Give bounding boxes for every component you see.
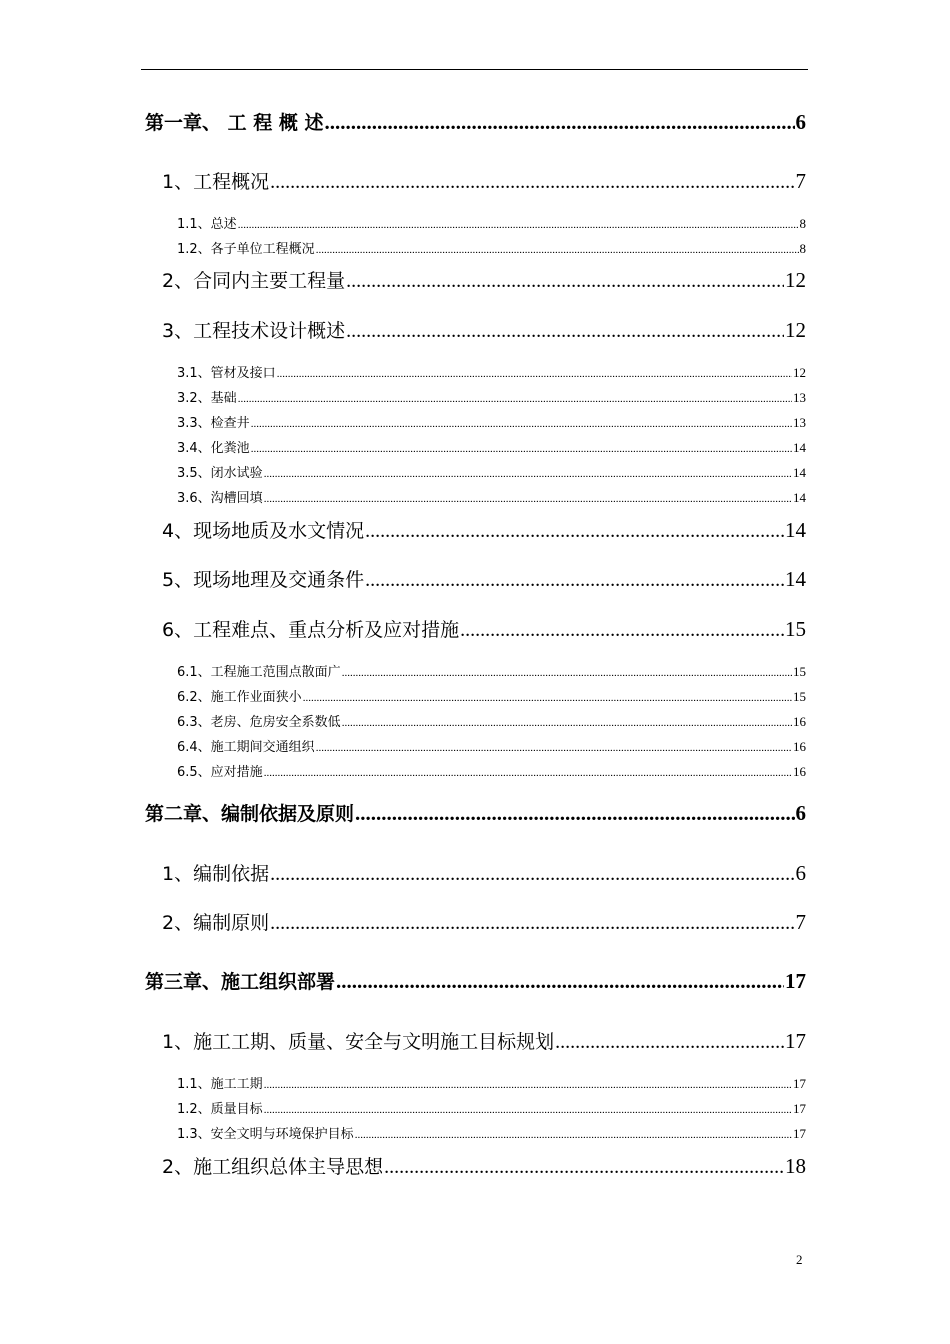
toc-entry-title: 1.2、各子单位工程概况 [177,242,315,257]
toc-leader-dots [270,863,794,886]
toc-entry-title: 3.4、化粪池 [177,441,250,456]
toc-subsection-entry[interactable] [177,736,806,755]
toc-entry-title: 3.2、基础 [177,391,237,406]
toc-entry-page: 7 [795,169,806,193]
toc-leader-dots [238,219,799,231]
toc-entry-page: 15 [785,617,806,641]
toc-entry-page: 6 [795,801,806,825]
toc-entry-page: 12 [785,318,806,342]
toc-subsection-entry[interactable] [177,1073,806,1092]
toc-entry-title: 1.2、质量目标 [177,1102,263,1117]
toc-subsection-entry[interactable] [177,1123,806,1142]
toc-entry-page: 7 [795,910,806,934]
toc-entry-title: 6、工程难点、重点分析及应对措施 [162,619,460,641]
toc-subsection-entry[interactable] [177,387,806,406]
toc-entry-page: 14 [785,518,806,542]
toc-leader-dots [238,393,792,405]
toc-entry-page: 17 [793,1101,806,1116]
toc-section-entry[interactable] [162,565,806,592]
toc-entry-page: 14 [793,440,806,455]
toc-leader-dots [316,742,792,754]
toc-subsection-entry[interactable] [177,661,806,680]
toc-leader-dots [324,110,794,135]
toc-leader-dots [277,368,792,380]
toc-entry-page: 17 [785,1029,806,1053]
toc-chapter-entry[interactable] [145,108,806,135]
toc-section-entry[interactable] [162,1027,806,1054]
toc-subsection-entry[interactable] [177,362,806,381]
toc-entry-title: 2、合同内主要工程量 [162,270,346,292]
toc-subsection-entry[interactable] [177,412,806,431]
toc-subsection-entry[interactable] [177,437,806,456]
toc-entry-title: 6.3、老房、危房安全系数低 [177,715,341,730]
toc-entry-page: 16 [793,714,806,729]
toc-entry-title: 2、施工组织总体主导思想 [162,1156,384,1178]
toc-leader-dots [251,443,792,455]
toc-section-entry[interactable] [162,167,806,194]
toc-section-entry[interactable] [162,859,806,886]
toc-section-entry[interactable] [162,1152,806,1179]
toc-entry-page: 14 [793,490,806,505]
toc-entry-title: 6.2、施工作业面狭小 [177,690,302,705]
toc-entry-page: 12 [793,365,806,380]
toc-entry-page: 14 [785,567,806,591]
toc-entry-page: 8 [799,216,806,231]
toc-leader-dots [365,520,784,543]
toc-entry-title: 1、编制依据 [162,863,270,885]
toc-entry-page: 15 [793,689,806,704]
toc-entry-title: 3.5、闭水试验 [177,466,263,481]
toc-leader-dots [303,692,792,704]
toc-entry-title: 3.1、管材及接口 [177,366,276,381]
toc-entry-title: 3.3、检查井 [177,416,250,431]
toc-leader-dots [264,1079,792,1091]
toc-subsection-entry[interactable] [177,1098,806,1117]
toc-entry-title: 4、现场地质及水文情况 [162,520,365,542]
toc-subsection-entry[interactable] [177,213,806,232]
toc-leader-dots [460,619,784,642]
toc-entry-title: 3.6、沟槽回填 [177,491,263,506]
toc-entry-title: 5、现场地理及交通条件 [162,569,365,591]
toc-section-entry[interactable] [162,516,806,543]
toc-entry-title: 2、编制原则 [162,912,270,934]
toc-leader-dots [346,270,784,293]
toc-entry-page: 8 [799,241,806,256]
toc-leader-dots [316,244,799,256]
header-rule [141,69,808,70]
toc-leader-dots [264,493,792,505]
toc-entry-page: 12 [785,268,806,292]
toc-leader-dots [355,1129,792,1141]
toc-subsection-entry[interactable] [177,487,806,506]
toc-entry-title: 6.1、工程施工范围点散面广 [177,665,341,680]
toc-section-entry[interactable] [162,266,806,293]
toc-chapter-entry[interactable] [145,967,806,994]
toc-leader-dots [336,969,784,994]
toc-entry-page: 17 [793,1126,806,1141]
toc-subsection-entry[interactable] [177,761,806,780]
toc-entry-title: 1.1、总述 [177,217,237,232]
toc-chapter-entry[interactable] [145,799,806,826]
toc-leader-dots [264,1104,792,1116]
toc-leader-dots [342,717,792,729]
toc-entry-title: 1、施工工期、质量、安全与文明施工目标规划 [162,1031,555,1053]
toc-leader-dots [355,801,794,826]
toc-entry-title: 1、工程概况 [162,171,270,193]
toc-section-entry[interactable] [162,908,806,935]
toc-entry-title: 第二章、编制依据及原则 [145,803,355,825]
toc-leader-dots [270,171,794,194]
toc-entry-page: 16 [793,739,806,754]
toc-entry-title: 1.3、安全文明与环境保护目标 [177,1127,354,1142]
toc-entry-page: 16 [793,764,806,779]
toc-leader-dots [342,667,792,679]
toc-entry-page: 17 [785,969,806,993]
toc-subsection-entry[interactable] [177,711,806,730]
toc-entry-page: 6 [795,110,806,134]
toc-entry-page: 17 [793,1076,806,1091]
toc-leader-dots [264,468,792,480]
toc-entry-title: 1.1、施工工期 [177,1077,263,1092]
toc-entry-page: 14 [793,465,806,480]
toc-entry-title: 6.5、应对措施 [177,765,263,780]
toc-section-entry[interactable] [162,615,806,642]
toc-section-entry[interactable] [162,316,806,343]
toc-entry-page: 15 [793,664,806,679]
toc-subsection-entry[interactable] [177,238,806,257]
toc-subsection-entry[interactable] [177,462,806,481]
toc-entry-title: 第三章、施工组织部署 [145,971,336,993]
toc-entry-page: 18 [785,1154,806,1178]
toc-subsection-entry[interactable] [177,686,806,705]
toc-leader-dots [270,912,794,935]
toc-leader-dots [346,320,784,343]
toc-entry-title: 3、工程技术设计概述 [162,320,346,342]
toc-entry-page: 13 [793,390,806,405]
toc-leader-dots [365,569,784,592]
toc-leader-dots [264,767,792,779]
toc-entry-title: 6.4、施工期间交通组织 [177,740,315,755]
toc-entry-page: 6 [795,861,806,885]
toc-leader-dots [384,1156,784,1179]
toc-entry-title: 第一章、 工 程 概 述 [145,112,324,134]
toc-entry-page: 13 [793,415,806,430]
toc-leader-dots [251,418,792,430]
page-number: 2 [796,1252,803,1267]
toc-leader-dots [555,1031,784,1054]
